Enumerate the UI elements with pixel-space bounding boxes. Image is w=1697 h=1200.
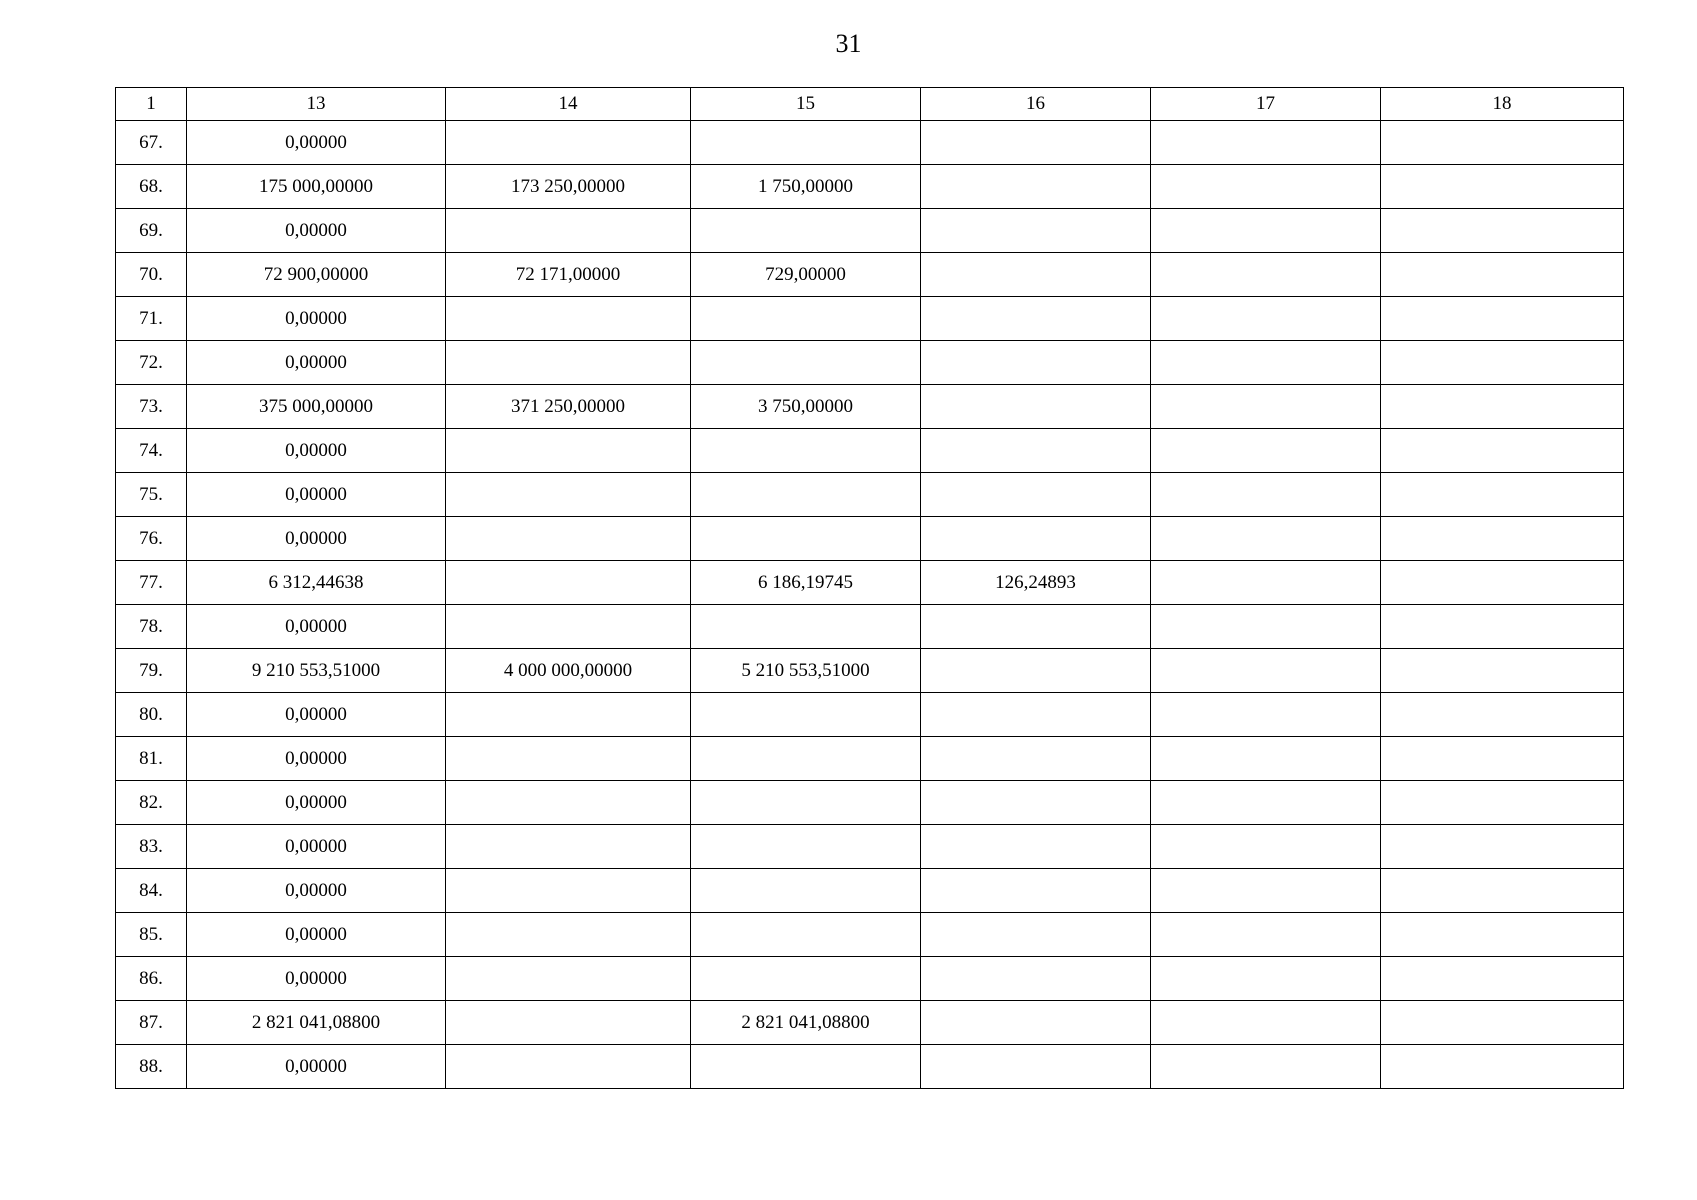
table-cell bbox=[921, 1001, 1151, 1045]
row-number-cell: 75. bbox=[116, 473, 187, 517]
table-cell bbox=[1381, 473, 1624, 517]
table-cell: 0,00000 bbox=[187, 957, 446, 1001]
table-cell bbox=[446, 825, 691, 869]
row-number-cell: 86. bbox=[116, 957, 187, 1001]
table-cell bbox=[446, 209, 691, 253]
table-cell bbox=[1381, 869, 1624, 913]
table-cell: 9 210 553,51000 bbox=[187, 649, 446, 693]
table-cell bbox=[1151, 605, 1381, 649]
table-row bbox=[116, 869, 1624, 913]
table-cell bbox=[1381, 957, 1624, 1001]
row-number-cell: 74. bbox=[116, 429, 187, 473]
table-row bbox=[116, 561, 1624, 605]
column-header: 13 bbox=[187, 88, 446, 121]
table-cell bbox=[691, 913, 921, 957]
table-cell bbox=[1381, 385, 1624, 429]
table-cell bbox=[921, 253, 1151, 297]
table-cell bbox=[1381, 561, 1624, 605]
table-cell bbox=[921, 605, 1151, 649]
table-cell: 729,00000 bbox=[691, 253, 921, 297]
table-cell bbox=[1381, 649, 1624, 693]
row-number-cell: 88. bbox=[116, 1045, 187, 1089]
table-cell: 173 250,00000 bbox=[446, 165, 691, 209]
table-row bbox=[116, 737, 1624, 781]
column-header: 18 bbox=[1381, 88, 1624, 121]
column-header: 1 bbox=[116, 88, 187, 121]
table-cell bbox=[921, 209, 1151, 253]
table-cell bbox=[691, 693, 921, 737]
table-cell bbox=[921, 869, 1151, 913]
table-row bbox=[116, 693, 1624, 737]
table-cell bbox=[1151, 913, 1381, 957]
table-cell bbox=[921, 781, 1151, 825]
table-cell: 0,00000 bbox=[187, 869, 446, 913]
table-row bbox=[116, 649, 1624, 693]
table-row bbox=[116, 605, 1624, 649]
table-cell bbox=[1151, 297, 1381, 341]
table-cell: 175 000,00000 bbox=[187, 165, 446, 209]
table-cell bbox=[1151, 209, 1381, 253]
table-cell bbox=[446, 869, 691, 913]
table-row bbox=[116, 297, 1624, 341]
table-cell: 0,00000 bbox=[187, 209, 446, 253]
table-cell bbox=[1381, 209, 1624, 253]
table-body bbox=[116, 121, 1624, 1089]
table-cell bbox=[921, 341, 1151, 385]
row-number-cell: 72. bbox=[116, 341, 187, 385]
table-cell: 0,00000 bbox=[187, 693, 446, 737]
table-cell bbox=[446, 737, 691, 781]
table-cell bbox=[1151, 825, 1381, 869]
table-header bbox=[116, 88, 1624, 121]
row-number-cell: 67. bbox=[116, 121, 187, 165]
table-cell: 5 210 553,51000 bbox=[691, 649, 921, 693]
table-cell bbox=[1151, 693, 1381, 737]
row-number-cell: 76. bbox=[116, 517, 187, 561]
row-number-cell: 78. bbox=[116, 605, 187, 649]
table-cell bbox=[1381, 253, 1624, 297]
column-header: 15 bbox=[691, 88, 921, 121]
row-number-cell: 81. bbox=[116, 737, 187, 781]
table-cell bbox=[446, 781, 691, 825]
table-cell bbox=[1381, 297, 1624, 341]
table-cell: 6 186,19745 bbox=[691, 561, 921, 605]
row-number-cell: 84. bbox=[116, 869, 187, 913]
table-cell bbox=[691, 209, 921, 253]
row-number-cell: 87. bbox=[116, 1001, 187, 1045]
table-row bbox=[116, 957, 1624, 1001]
table-cell bbox=[921, 165, 1151, 209]
table-cell: 126,24893 bbox=[921, 561, 1151, 605]
table-cell: 371 250,00000 bbox=[446, 385, 691, 429]
table-row bbox=[116, 825, 1624, 869]
table-cell bbox=[691, 825, 921, 869]
table-cell bbox=[1381, 737, 1624, 781]
table-cell bbox=[691, 297, 921, 341]
table-cell bbox=[691, 869, 921, 913]
table-cell: 0,00000 bbox=[187, 429, 446, 473]
table-cell: 0,00000 bbox=[187, 121, 446, 165]
table-cell bbox=[921, 297, 1151, 341]
table-row bbox=[116, 1045, 1624, 1089]
table-cell bbox=[921, 913, 1151, 957]
table-cell: 0,00000 bbox=[187, 913, 446, 957]
table-cell: 0,00000 bbox=[187, 341, 446, 385]
table-cell bbox=[1151, 737, 1381, 781]
row-number-cell: 79. bbox=[116, 649, 187, 693]
table-cell: 6 312,44638 bbox=[187, 561, 446, 605]
table-cell: 0,00000 bbox=[187, 297, 446, 341]
table-cell bbox=[921, 517, 1151, 561]
table-cell bbox=[1151, 473, 1381, 517]
table-cell bbox=[691, 341, 921, 385]
table-cell bbox=[921, 737, 1151, 781]
table-cell bbox=[691, 1045, 921, 1089]
table-row bbox=[116, 429, 1624, 473]
table-cell: 3 750,00000 bbox=[691, 385, 921, 429]
table-row bbox=[116, 517, 1624, 561]
column-header: 17 bbox=[1151, 88, 1381, 121]
table-cell: 4 000 000,00000 bbox=[446, 649, 691, 693]
table-cell bbox=[691, 121, 921, 165]
table-cell bbox=[446, 1001, 691, 1045]
table-cell bbox=[446, 517, 691, 561]
table-cell bbox=[446, 297, 691, 341]
table-cell bbox=[691, 473, 921, 517]
table-cell bbox=[1381, 693, 1624, 737]
table-cell: 0,00000 bbox=[187, 1045, 446, 1089]
table-cell: 72 900,00000 bbox=[187, 253, 446, 297]
table-cell bbox=[1381, 913, 1624, 957]
table-cell bbox=[1381, 517, 1624, 561]
table-cell: 1 750,00000 bbox=[691, 165, 921, 209]
table-cell bbox=[691, 429, 921, 473]
table-cell bbox=[921, 473, 1151, 517]
table-cell: 0,00000 bbox=[187, 517, 446, 561]
column-header: 16 bbox=[921, 88, 1151, 121]
table-cell bbox=[1151, 517, 1381, 561]
table-cell bbox=[1151, 957, 1381, 1001]
table-cell bbox=[1381, 429, 1624, 473]
table-cell bbox=[1151, 253, 1381, 297]
table-cell bbox=[446, 473, 691, 517]
table-cell: 2 821 041,08800 bbox=[691, 1001, 921, 1045]
table-cell bbox=[921, 693, 1151, 737]
row-number-cell: 83. bbox=[116, 825, 187, 869]
table-cell bbox=[446, 121, 691, 165]
table-row bbox=[116, 473, 1624, 517]
table-cell bbox=[691, 781, 921, 825]
row-number-cell: 69. bbox=[116, 209, 187, 253]
page-number: 31 bbox=[835, 29, 862, 58]
table-cell bbox=[446, 605, 691, 649]
table-cell bbox=[1151, 165, 1381, 209]
table-cell bbox=[1381, 121, 1624, 165]
table-cell bbox=[921, 429, 1151, 473]
table-cell: 375 000,00000 bbox=[187, 385, 446, 429]
row-number-cell: 80. bbox=[116, 693, 187, 737]
table-cell: 0,00000 bbox=[187, 473, 446, 517]
table-row bbox=[116, 913, 1624, 957]
table-cell bbox=[1381, 165, 1624, 209]
table-cell bbox=[446, 957, 691, 1001]
row-number-cell: 71. bbox=[116, 297, 187, 341]
row-number-cell: 68. bbox=[116, 165, 187, 209]
table-cell bbox=[1381, 781, 1624, 825]
table-cell bbox=[921, 1045, 1151, 1089]
table-cell: 0,00000 bbox=[187, 605, 446, 649]
table-cell: 0,00000 bbox=[187, 781, 446, 825]
table-cell bbox=[691, 517, 921, 561]
table-row bbox=[116, 209, 1624, 253]
table-cell bbox=[446, 341, 691, 385]
table-cell bbox=[1151, 341, 1381, 385]
table-cell bbox=[1151, 561, 1381, 605]
table-cell bbox=[446, 913, 691, 957]
table-row bbox=[116, 253, 1624, 297]
table-cell bbox=[1151, 1045, 1381, 1089]
table-cell bbox=[691, 957, 921, 1001]
table-cell bbox=[921, 825, 1151, 869]
table-cell bbox=[1151, 1001, 1381, 1045]
table-cell: 72 171,00000 bbox=[446, 253, 691, 297]
row-number-cell: 73. bbox=[116, 385, 187, 429]
data-table bbox=[115, 87, 1624, 1089]
table-row bbox=[116, 341, 1624, 385]
table-cell bbox=[921, 121, 1151, 165]
table-row bbox=[116, 385, 1624, 429]
header-row bbox=[116, 88, 1624, 121]
table-cell bbox=[1151, 781, 1381, 825]
row-number-cell: 77. bbox=[116, 561, 187, 605]
table-row bbox=[116, 781, 1624, 825]
table-cell bbox=[446, 429, 691, 473]
table-cell bbox=[1151, 429, 1381, 473]
table-cell bbox=[1381, 605, 1624, 649]
table-cell: 0,00000 bbox=[187, 825, 446, 869]
table-cell bbox=[1151, 649, 1381, 693]
table-row bbox=[116, 1001, 1624, 1045]
table-cell bbox=[1381, 1001, 1624, 1045]
table-row bbox=[116, 121, 1624, 165]
row-number-cell: 85. bbox=[116, 913, 187, 957]
table-cell bbox=[921, 649, 1151, 693]
table-cell bbox=[921, 385, 1151, 429]
table-cell: 0,00000 bbox=[187, 737, 446, 781]
table-cell bbox=[691, 605, 921, 649]
table-row bbox=[116, 165, 1624, 209]
table-cell bbox=[446, 693, 691, 737]
row-number-cell: 70. bbox=[116, 253, 187, 297]
table-cell bbox=[1381, 1045, 1624, 1089]
row-number-cell: 82. bbox=[116, 781, 187, 825]
table-cell: 2 821 041,08800 bbox=[187, 1001, 446, 1045]
table-cell bbox=[1381, 825, 1624, 869]
table-cell bbox=[1151, 385, 1381, 429]
table-cell bbox=[691, 737, 921, 781]
table-cell bbox=[446, 1045, 691, 1089]
table-cell bbox=[1381, 341, 1624, 385]
table-cell bbox=[446, 561, 691, 605]
table-cell bbox=[1151, 121, 1381, 165]
table-cell bbox=[921, 957, 1151, 1001]
table-cell bbox=[1151, 869, 1381, 913]
column-header: 14 bbox=[446, 88, 691, 121]
